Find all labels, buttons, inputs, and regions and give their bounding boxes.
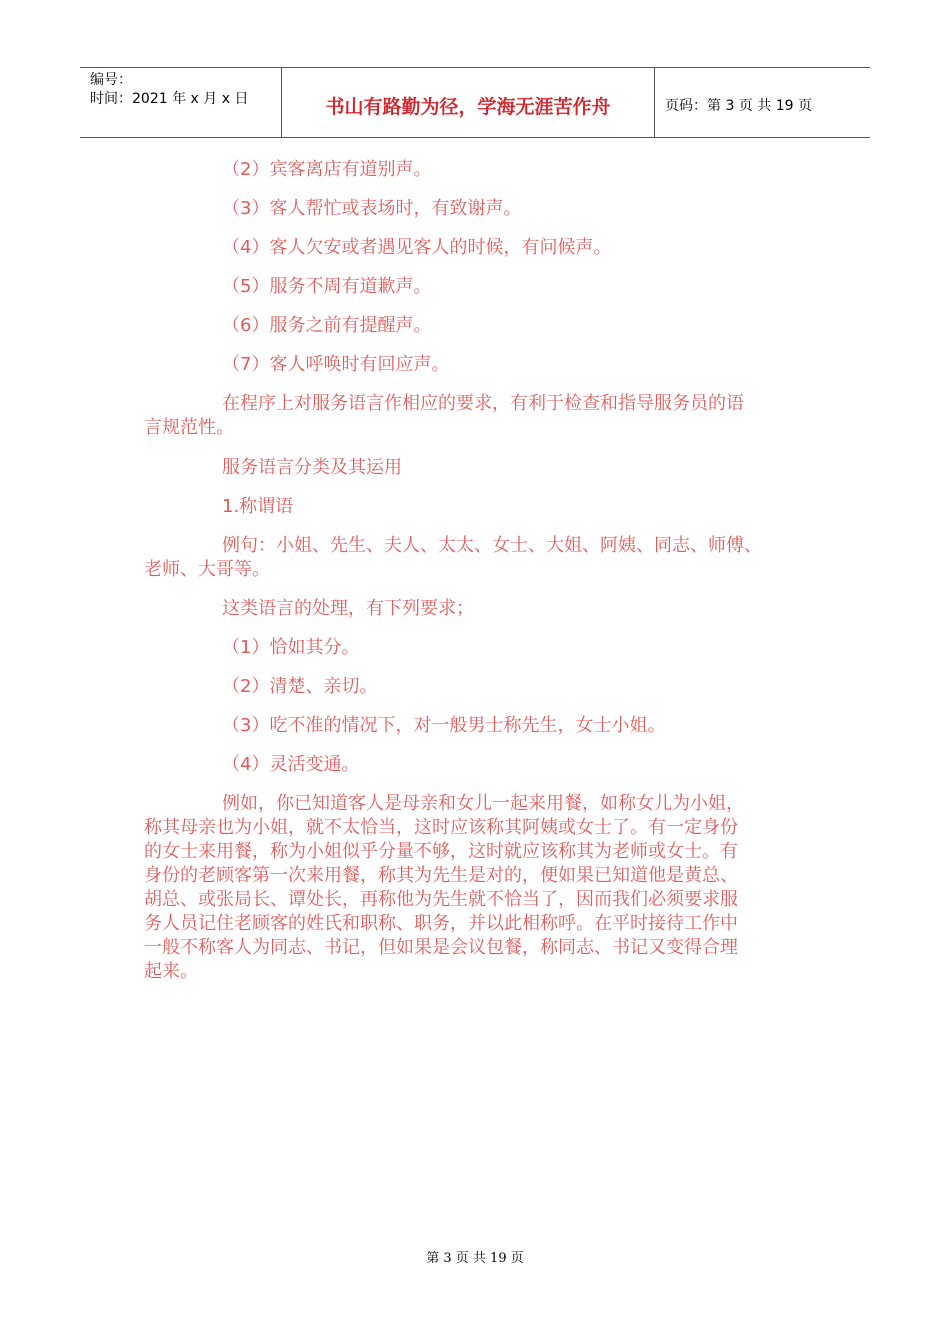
greeting-rule-2: （2）宾客离店有道别声。	[222, 159, 432, 180]
section-heading: 服务语言分类及其运用	[222, 457, 402, 478]
subheading-forms-of-address: 1.称谓语	[222, 496, 294, 517]
example-paragraph-line-6: 务人员记住老顾客的姓氏和职称、职务，并以此相称呼。在平时接待工作中	[144, 913, 738, 934]
examples-line-2: 老师、大哥等。	[144, 559, 270, 580]
header-meta-cell	[80, 68, 282, 137]
example-paragraph-line-8: 起来。	[144, 961, 198, 982]
example-paragraph-line-2: 称其母亲也为小姐，就不太恰当，这时应该称其阿姨或女士了。有一定身份	[144, 817, 738, 838]
example-paragraph-line-5: 胡总、或张局长、谭处长，再称他为先生就不恰当了，因而我们必须要求服	[144, 889, 738, 910]
requirement-2: （2）清楚、亲切。	[222, 676, 378, 697]
header-motto: 书山有路勤为径，学海无涯苦作舟	[325, 96, 611, 118]
header-motto-cell	[282, 68, 655, 137]
requirement-1: （1）恰如其分。	[222, 637, 360, 658]
header-page-info: 页码：第 3 页 共 19 页	[665, 98, 812, 114]
program-paragraph-line-2: 言规范性。	[144, 417, 234, 438]
greeting-rule-4: （4）客人欠安或者遇见客人的时候，有问候声。	[222, 237, 612, 258]
example-paragraph-line-4: 身份的老顾客第一次来用餐，称其为先生是对的，便如果已知道他是黄总、	[144, 865, 738, 886]
header-page-cell	[655, 68, 870, 137]
example-paragraph-line-1: 例如，你已知道客人是母亲和女儿一起来用餐，如称女儿为小姐，	[222, 793, 744, 814]
example-paragraph-line-3: 的女士来用餐，称为小姐似乎分量不够，这时就应该称其为老师或女士。有	[144, 841, 738, 862]
requirement-4: （4）灵活变通。	[222, 754, 360, 775]
page-footer: 第 3 页 共 19 页	[426, 1251, 524, 1266]
greeting-rule-7: （7）客人呼唤时有回应声。	[222, 354, 450, 375]
greeting-rule-6: （6）服务之前有提醒声。	[222, 315, 432, 336]
requirements-intro: 这类语言的处理，有下列要求；	[222, 598, 474, 619]
examples-line-1: 例句：小姐、先生、夫人、太太、女士、大姐、阿姨、同志、师傅、	[222, 535, 762, 556]
program-paragraph-line-1: 在程序上对服务语言作相应的要求，有利于检查和指导服务员的语	[222, 393, 744, 414]
greeting-rule-5: （5）服务不周有道歉声。	[222, 276, 432, 297]
document-date-label: 时间：2021 年 x 月 x 日	[90, 91, 249, 107]
example-paragraph-line-7: 一般不称客人为同志、书记，但如果是会议包餐，称同志、书记又变得合理	[144, 937, 738, 958]
greeting-rule-3: （3）客人帮忙或表场时，有致谢声。	[222, 198, 522, 219]
requirement-3: （3）吃不准的情况下，对一般男士称先生，女士小姐。	[222, 715, 666, 736]
document-number-label: 编号：	[90, 72, 132, 88]
page-header	[80, 67, 870, 138]
